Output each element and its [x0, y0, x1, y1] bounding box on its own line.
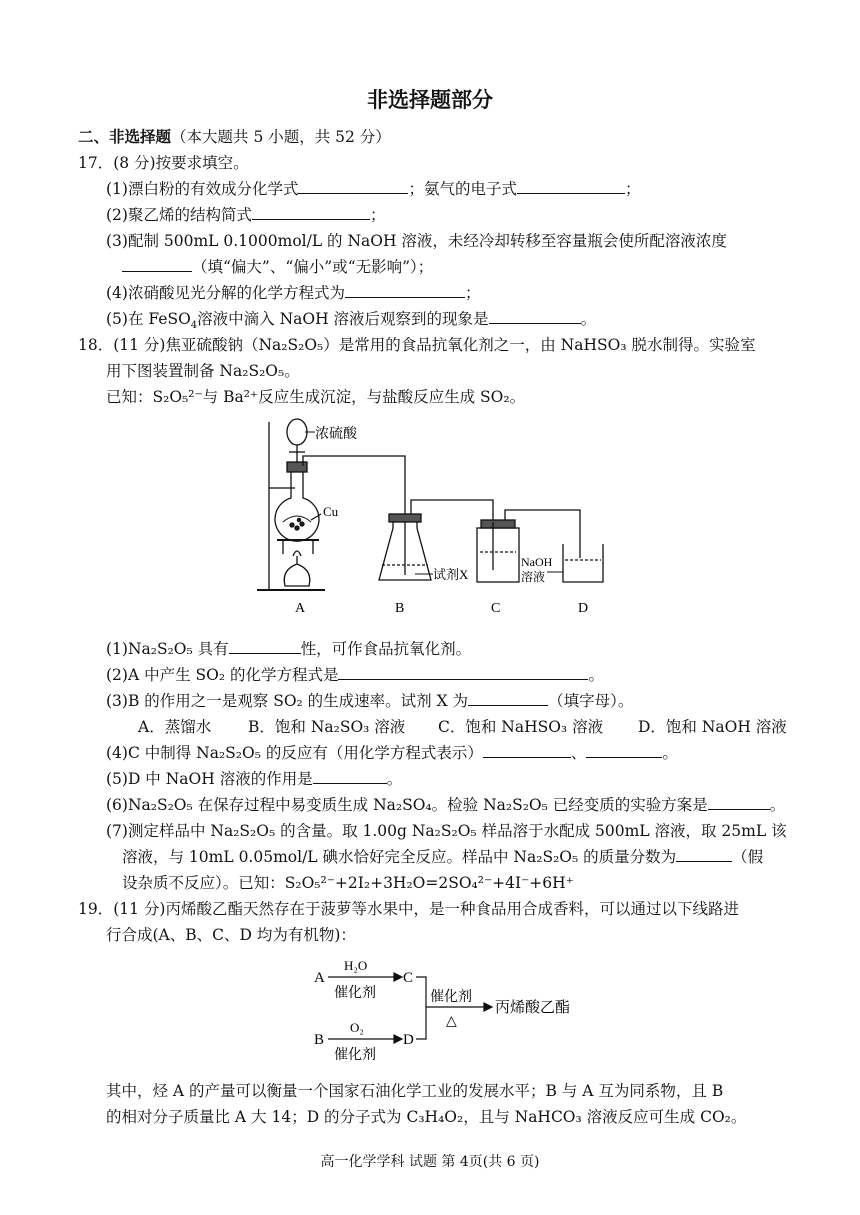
q18-option-c[interactable]: C．饱和 NaHSO₃ 溶液 [438, 718, 604, 736]
answer-blank[interactable] [313, 768, 387, 784]
scheme-heat: △ [446, 1014, 457, 1029]
synthesis-scheme [310, 955, 600, 1065]
q18-part-7: (7)测定样品中 Na₂S₂O₅ 的含量。取 1.00g Na₂S₂O₅ 样品溶于水配成 500mL 溶液，取 25mL 该 [106, 822, 787, 840]
tube-b-c [411, 500, 493, 522]
q18-2-text: (2)A 中产生 SO₂ 的化学方程式是 [106, 666, 339, 684]
q17-4-text-b: ； [464, 284, 481, 302]
label-c: C [491, 601, 501, 616]
q17-1-text-b: ；氨气的电子式 [408, 180, 517, 198]
label-cu: Cu [323, 504, 339, 519]
q17-heading: 17．(8 分)按要求填空。 [78, 154, 249, 172]
q17-1-text: (1)漂白粉的有效成分化学式 [106, 180, 299, 198]
scheme-catalyst-1: 催化剂 [334, 986, 376, 1001]
q18-part-5 [106, 767, 402, 789]
q18-option-b[interactable]: B．饱和 Na₂SO₃ 溶液 [248, 718, 406, 736]
scheme-o2: O₂ [350, 1020, 364, 1035]
scheme-h2o: H₂O [344, 958, 368, 973]
answer-blank[interactable] [229, 638, 301, 654]
q17-1-text-c: ； [624, 180, 641, 198]
label-acid: 浓硫酸 [315, 427, 357, 442]
answer-blank[interactable] [517, 178, 625, 194]
q18-1-text: (1)Na₂S₂O₅ 具有 [106, 640, 229, 658]
scheme-c: C [403, 970, 414, 986]
q18-6-text: (6)Na₂S₂O₅ 在保存过程中易变质生成 Na₂SO₄。检验 Na₂S₂O₅ 已经变质的实验方案是 [106, 796, 708, 814]
q17-line-4 [106, 281, 480, 303]
q17-5-text: (5)在 FeSO [106, 310, 191, 328]
q19-heading: 19．(11 分)丙烯酸乙酯天然存在于菠萝等水果中，是一种食品用合成香料，可以通过以下线路进 [78, 900, 739, 918]
q18-6-text-b: 。 [769, 796, 786, 814]
q17-4-text: (4)浓硝酸见光分解的化学方程式为 [106, 284, 345, 302]
q18-7-text-c: （假 [732, 848, 764, 866]
q17-line-3: (3)配制 500mL 0.1000mol/L 的 NaOH 溶液，未经冷却转移至容量瓶会使所配溶液浓度 [106, 232, 727, 250]
section-note: （本大题共 5 小题，共 52 分） [171, 128, 391, 146]
round-bottom-flask [275, 472, 319, 541]
answer-blank[interactable] [489, 308, 581, 324]
q18-4-text-c: 。 [662, 744, 678, 762]
answer-blank[interactable] [483, 742, 571, 758]
q18-1-text-b: 性，可作食品抗氧化剂。 [300, 640, 472, 658]
q17-line-3b [122, 255, 433, 277]
q18-heading: 18．(11 分)焦亚硫酸钠（Na₂S₂O₅）是常用的食品抗氧化剂之一，由 NaHSO₃ 脱水制得。实验室 [78, 336, 756, 354]
q18-part-7b [122, 845, 763, 867]
scheme-d: D [403, 1032, 414, 1048]
answer-blank[interactable] [298, 178, 408, 194]
q17-line-1 [106, 177, 641, 199]
q18-option-d[interactable]: D．饱和 NaOH 溶液 [638, 718, 787, 736]
alcohol-lamp [284, 564, 310, 586]
q18-part-3 [106, 689, 633, 711]
q18-part-6 [106, 793, 785, 815]
q18-5-text-b: 。 [386, 770, 403, 788]
scheme-catalyst-3: 催化剂 [430, 990, 472, 1005]
label-b: B [395, 601, 405, 616]
section-heading [78, 125, 391, 147]
q19-heading-2: 行合成(A、B、C、D 均为有机物)： [106, 926, 356, 944]
q17-5-text-b: 溶液中滴入 NaOH 溶液后观察到的现象是 [197, 310, 489, 328]
q17-line-5 [106, 307, 597, 332]
stopper-b [389, 514, 421, 522]
page-footer: 高一化学学科 试题 第 4页(共 6 页) [320, 1154, 540, 1170]
answer-blank[interactable] [122, 256, 192, 272]
answer-blank[interactable] [345, 282, 465, 298]
subscript: 4 [190, 320, 198, 332]
q18-3-text-b: （填字母）。 [548, 692, 634, 710]
q18-3-text: (3)B 的作用之一是观察 SO₂ 的生成速率。试剂 X 为 [106, 692, 469, 710]
q19-text-2: 的相对分子质量比 A 大 14；D 的分子式为 C₃H₄O₂，且与 NaHCO₃ 溶液反应可生成 CO₂。 [106, 1108, 747, 1126]
bottle-c [477, 528, 519, 582]
q18-option-a[interactable]: A．蒸馏水 [138, 718, 212, 736]
apparatus-figure [255, 410, 615, 620]
q18-heading-2: 用下图装置制备 Na₂S₂O₅。 [106, 362, 300, 380]
q19-text-1: 其中，烃 A 的产量可以衡量一个国家石油化学工业的发展水平；B 与 A 互为同系物，且 B [106, 1082, 724, 1100]
stopper [287, 462, 307, 472]
label-naoh: NaOH [521, 555, 553, 569]
label-d: D [578, 601, 589, 616]
answer-blank[interactable] [676, 846, 732, 862]
beaker-d [563, 544, 603, 582]
answer-blank[interactable] [708, 794, 770, 810]
label-solution: 溶液 [521, 570, 546, 584]
answer-blank[interactable] [586, 742, 662, 758]
tube-c-d [505, 510, 580, 558]
scheme-a: A [314, 970, 325, 986]
q17-3-text-b: （填“偏大”、“偏小”或“无影响”）； [192, 258, 434, 276]
separatory-funnel [287, 419, 307, 445]
q18-7-text-b: 溶液，与 10mL 0.05mol/L 碘水恰好完全反应。样品中 Na₂S₂O₅ 的质量分数为 [122, 848, 677, 866]
scheme-b: B [314, 1032, 325, 1048]
q18-part-1 [106, 637, 471, 659]
q18-known: 已知：S₂O₅²⁻与 Ba²⁺反应生成沉淀，与盐酸反应生成 SO₂。 [106, 388, 526, 406]
scheme-product: 丙烯酸乙酯 [495, 1000, 571, 1016]
q18-2-text-b: 。 [588, 666, 604, 684]
q17-2-text: (2)聚乙烯的结构简式 [106, 206, 252, 224]
answer-blank[interactable] [252, 204, 370, 220]
q18-part-4 [106, 741, 678, 763]
q17-2-text-b: ； [369, 206, 386, 224]
q18-part-7c: 设杂质不反应）。已知：S₂O₅²⁻+2I₂+3H₂O=2SO₄²⁻+4I⁻+6H⁺ [122, 874, 574, 892]
label-a: A [295, 601, 306, 616]
bracket [416, 977, 426, 1039]
page-title: 非选择题部分 [367, 88, 493, 112]
label-reagent-x: 试剂X [433, 567, 469, 582]
q17-line-2 [106, 203, 385, 225]
q18-4-text-b: 、 [570, 744, 587, 762]
q17-5-text-c: 。 [580, 310, 597, 328]
q18-part-2 [106, 663, 604, 685]
scheme-catalyst-2: 催化剂 [334, 1048, 376, 1063]
q18-4-text: (4)C 中制得 Na₂S₂O₅ 的反应有（用化学方程式表示） [106, 744, 483, 762]
section-label: 二、非选择题 [78, 128, 172, 146]
q18-5-text: (5)D 中 NaOH 溶液的作用是 [106, 770, 313, 788]
answer-blank[interactable] [468, 690, 548, 706]
answer-blank[interactable] [338, 664, 588, 680]
